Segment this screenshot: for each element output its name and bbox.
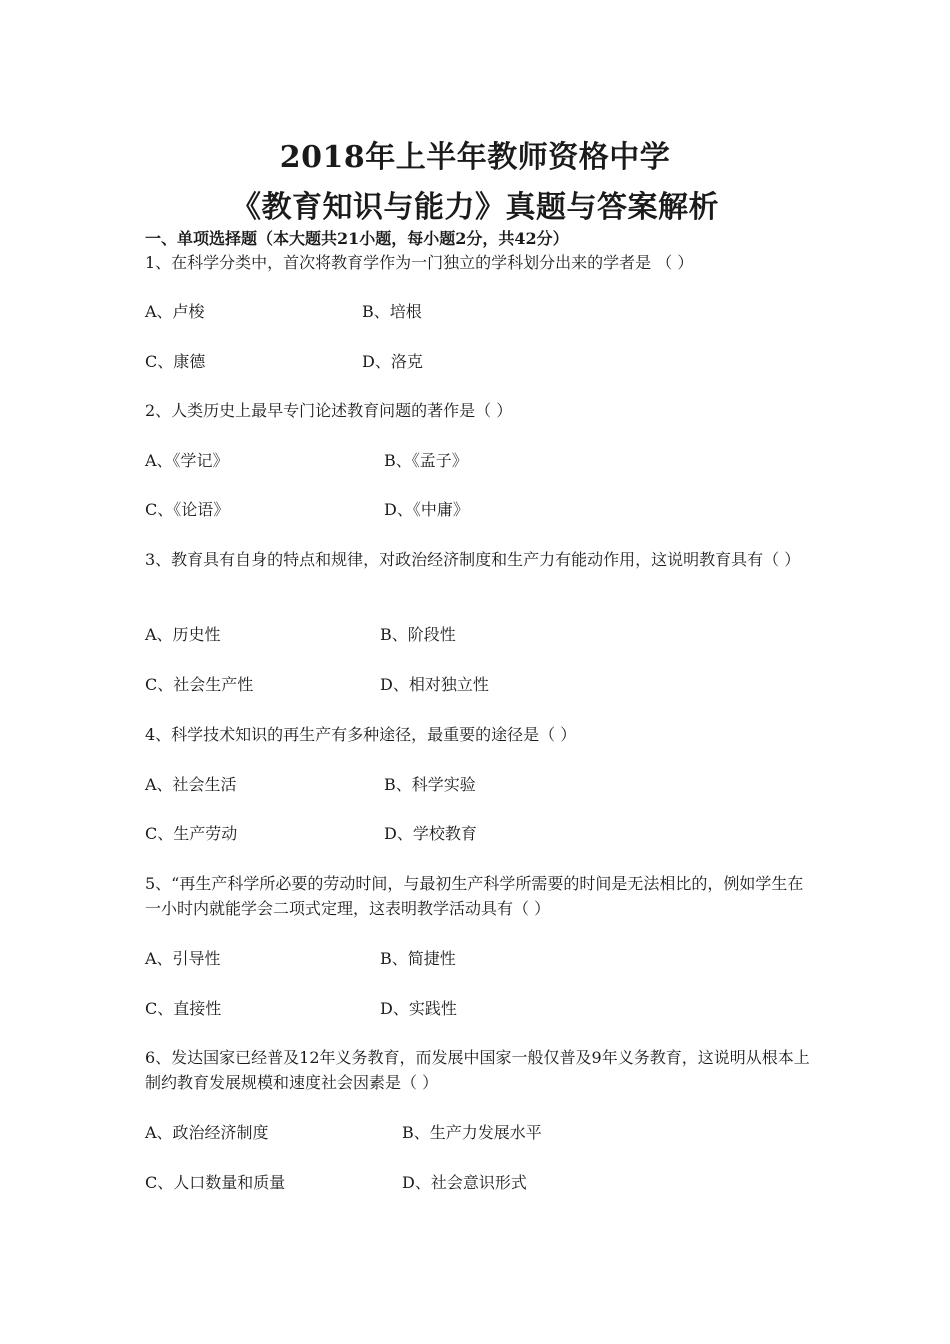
question-2-options-row-2 xyxy=(145,497,810,522)
question-3-option-d: D、相对独立性 xyxy=(380,675,489,694)
question-3-text: 3、教育具有自身的特点和规律，对政治经济制度和生产力有能动作用，这说明教育具有（ ） xyxy=(145,550,801,569)
question-6-option-c: C、人口数量和质量 xyxy=(145,1173,286,1192)
question-1-option-d: D、洛克 xyxy=(362,352,423,371)
question-5-text: 5、“再生产科学所必要的劳动时间，与最初生产科学所需要的时间是无法相比的，例如学生在一小时内就能学会二项式定理，这表明教学活动具有（ ） xyxy=(145,874,804,918)
question-3-options-row-1 xyxy=(145,622,810,647)
question-6-text: 6、发达国家已经普及12年义务教育，而发展中国家一般仅普及9年义务教育，这说明从根本上制约教育发展规模和速度社会因素是（ ） xyxy=(145,1048,810,1092)
question-1-text: 1、在科学分类中，首次将教育学作为一门独立的学科划分出来的学者是 （ ） xyxy=(145,253,694,272)
document-title-line1: 2018年上半年教师资格中学 xyxy=(279,140,671,175)
question-3-options-row-2 xyxy=(145,672,810,697)
question-4-options-row-2 xyxy=(145,821,810,846)
question-6-options-row-1 xyxy=(145,1120,810,1145)
question-1-options-row-1 xyxy=(145,299,810,324)
question-4-option-a: A、社会生活 xyxy=(145,775,237,794)
question-5-option-c: C、直接性 xyxy=(145,999,222,1018)
question-1-option-b: B、培根 xyxy=(362,302,422,321)
question-4-text: 4、科学技术知识的再生产有多种途径，最重要的途径是（ ） xyxy=(145,725,577,744)
question-2-option-d: D、《中庸》 xyxy=(384,500,469,519)
question-2-text: 2、人类历史上最早专门论述教育问题的著作是（ ） xyxy=(145,401,513,420)
document-title-line2: 《教育知识与能力》真题与答案解析 xyxy=(231,190,719,225)
question-2-option-c: C、《论语》 xyxy=(145,500,230,519)
question-5-option-a: A、引导性 xyxy=(145,949,221,968)
question-6-option-a: A、政治经济制度 xyxy=(145,1123,269,1142)
section-heading: 一、单项选择题（本大题共21小题，每小题2分，共42分） xyxy=(145,229,569,248)
question-4-options-row-1 xyxy=(145,772,810,797)
question-6-option-d: D、社会意识形式 xyxy=(402,1173,527,1192)
question-1-options-row-2 xyxy=(145,349,810,374)
question-4-option-d: D、学校教育 xyxy=(384,824,477,843)
question-5-options-row-1 xyxy=(145,946,810,971)
question-1-option-c: C、康德 xyxy=(145,352,206,371)
question-2-option-a: A、《学记》 xyxy=(145,451,229,470)
question-5-options-row-2 xyxy=(145,996,810,1021)
question-6-options-row-2 xyxy=(145,1170,810,1195)
question-2-option-b: B、《孟子》 xyxy=(384,451,468,470)
question-5-option-b: B、简捷性 xyxy=(380,949,456,968)
question-1-option-a: A、卢梭 xyxy=(145,302,205,321)
question-3-option-a: A、历史性 xyxy=(145,625,221,644)
question-5-option-d: D、实践性 xyxy=(380,999,457,1018)
question-3-option-c: C、社会生产性 xyxy=(145,675,254,694)
question-6-option-b: B、生产力发展水平 xyxy=(402,1123,542,1142)
question-2-options-row-1 xyxy=(145,448,810,473)
question-4-option-b: B、科学实验 xyxy=(384,775,476,794)
question-3-option-b: B、阶段性 xyxy=(380,625,456,644)
question-4-option-c: C、生产劳动 xyxy=(145,824,238,843)
